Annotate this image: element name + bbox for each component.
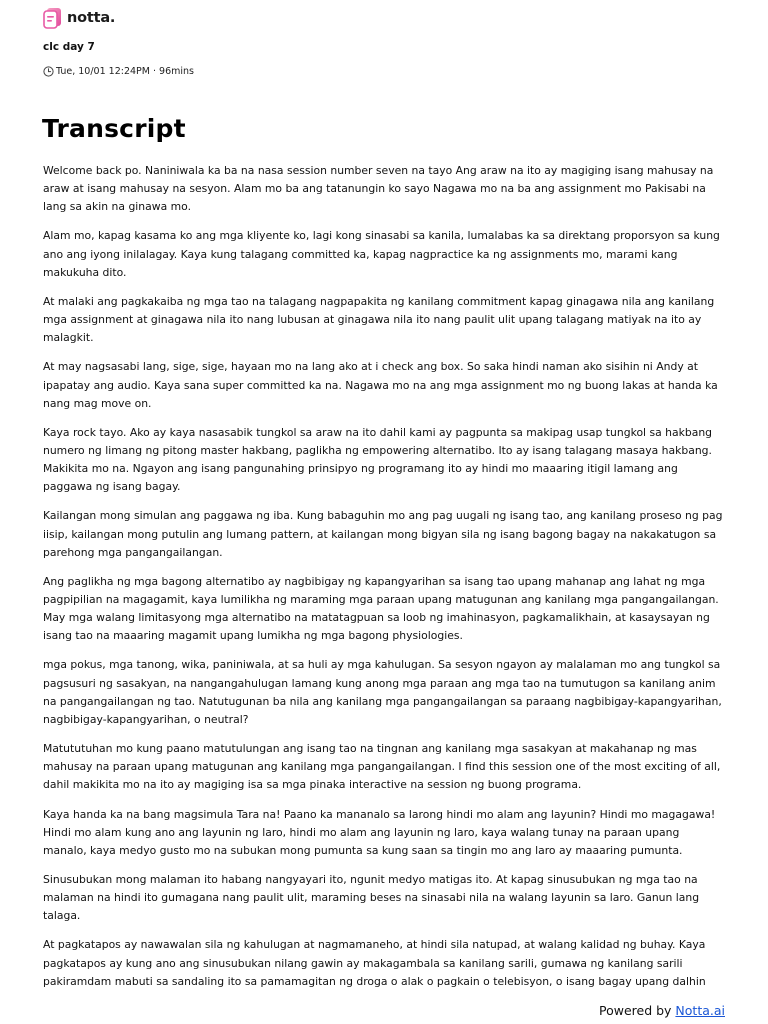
transcript-paragraph: Kaya rock tayo. Ako ay kaya nasasabik tungkol sa araw na ito dahil kami ay pagpunta sa makipag usap tungkol sa hakbang numero ng limang ng pitong master hakbang, paglikha ng empowering alternatibo. Ito ay isang talagang masaya hakbang. Makikita mo na. Ngayon ang isang pangunahing prinsipyo ng programang ito ay hindi mo maaaring itigil lamang ang paggawa ng isang bagay. bbox=[43, 425, 713, 494]
brand-name: notta. bbox=[67, 10, 116, 26]
meeting-meta bbox=[43, 66, 194, 77]
section-heading: Transcript bbox=[42, 114, 186, 143]
transcript-paragraph: Sinusubukan mong malaman ito habang nangyayari ito, ngunit medyo matigas ito. At kapag sinusubukan ng mga tao na malaman na hindi ito gumagana nang paulit ulit, maraming beses na sinasabi nila na walang layunin sa laro. Ganun lang talaga. bbox=[43, 872, 700, 923]
transcript-paragraph: Welcome back po. Naniniwala ka ba na nasa session number seven na tayo Ang araw na ito ay magiging isang mahusay na araw at isang mahusay na sesyon. Alam mo ba ang tatanungin ko sayo Nagawa mo na ba ang assignment mo Pakisabi na lang sa akin na ginawa mo. bbox=[43, 164, 714, 214]
transcript-paragraph: Ang paglikha ng mga bagong alternatibo ay nagbibigay ng kapangyarihan sa isang tao upang mahanap ang lahat ng mga pagpipilian na magagamit, kaya lumilikha ng maraming mga paraan upang matugunan ang kanilang mga pangangailangan. May mga walang limitasyong mga alternatibo na matatagpuan sa loob ng imahinasyon, pagkamalikhain, at kasaysayan ng isang tao na maaaring magamit upang lumikha ng mga bagong physiologies. bbox=[43, 574, 719, 643]
notta-link[interactable]: Notta.ai bbox=[675, 1003, 725, 1018]
meeting-datetime: Tue, 10/01 12:24PM · 96mins bbox=[56, 66, 194, 77]
transcript-paragraph: At malaki ang pagkakaiba ng mga tao na talagang nagpapakita ng kanilang commitment kapag ginagawa nila ang kanilang mga assignment at ginagawa nila ito nang lubusan at ginagawa nila ito nang paulit ulit upang talagang matiyak na ito ay malagkit. bbox=[43, 294, 715, 345]
notta-header bbox=[43, 7, 115, 29]
transcript-paragraph: Alam mo, kapag kasama ko ang mga kliyente ko, lagi kong sinasabi sa kanila, lumalabas ka sa direktang proporsyon sa kung ano ang iyong inilalagay. Kaya kung talagang committed ka, kapag nagpractice ka ng assignments mo, marami kang makukuha dito. bbox=[43, 229, 720, 279]
powered-by-label: Powered by bbox=[598, 1003, 672, 1018]
meeting-title: clc day 7 bbox=[43, 41, 95, 53]
transcript-paragraph: mga pokus, mga tanong, wika, paniniwala, at sa huli ay mga kahulugan. Sa sesyon ngayon ay malalaman mo ang tungkol sa pagsusuri ng sasakyan, na nangangahulugan lamang kung anong mga paraan ang mga tao na tumutugon sa kanilang anim na pangangailangan ng tao. Natutugunan ba nila ang kanilang mga pangangailangan sa paraang nagbibigay-kapangyarihan, nagbibigay-kapangyarihan, o neutral? bbox=[43, 658, 722, 726]
transcript-paragraph: Kailangan mong simulan ang paggawa ng iba. Kung babaguhin mo ang pag uugali ng isang tao, ang kanilang proseso ng pag iisip, kailangan mong putulin ang lumang pattern, at kailangan mong bigyan sila ng isang bagong bagay na nakakatugon sa parehong mga pangangailangan. bbox=[43, 509, 723, 559]
notta-logo-icon bbox=[43, 7, 63, 29]
clock-icon bbox=[43, 66, 54, 77]
transcript-paragraph: Matututuhan mo kung paano matutulungan ang isang tao na tingnan ang kanilang mga sasakyan at makahanap ng mas mahusay na paraan upang matugunan ang kanilang mga pangangailangan. I find this session one of the most exciting of all, dahil makikita mo na ito ay magiging isa sa mga pinaka interactive na session ng buong programa. bbox=[43, 742, 721, 792]
transcript-paragraph: Kaya handa ka na bang magsimula Tara na! Paano ka mananalo sa larong hindi mo alam ang layunin? Hindi mo magagawa! Hindi mo alam kung ano ang layunin ng laro, hindi mo alam ang layunin ng laro, kaya walang tunay na paraan upang manalo, kaya medyo gusto mo na subukan mong pumunta sa kung saan sa tingin mo ang laro ay maaaring pumunta. bbox=[43, 807, 716, 857]
transcript-paragraph: At may nagsasabi lang, sige, sige, hayaan mo na lang ako at i check ang box. So saka hindi naman ako sisihin ni Andy at ipapatay ang audio. Kaya sana super committed ka na. Nagawa mo na ang mga assignment mo ng buong lakas at handa ka nang mag move on. bbox=[43, 360, 718, 410]
transcript-paragraph: At pagkatapos ay nawawalan sila ng kahulugan at nagmamaneho, at hindi sila natupad, at walang kalidad ng buhay. Kaya pagkatapos ay kung ano ang sinusubukan nilang gawin ay makagambala sa kanilang sarili, gumawa ng kanilang sarili pakiramdam mabuti sa sandaling ito sa pamamagitan ng droga o alak o pagkain o telebisyon, o isang bagay upang dalhin bbox=[43, 938, 706, 988]
footer-powered-by bbox=[599, 1003, 725, 1018]
transcript-body bbox=[43, 162, 725, 1002]
